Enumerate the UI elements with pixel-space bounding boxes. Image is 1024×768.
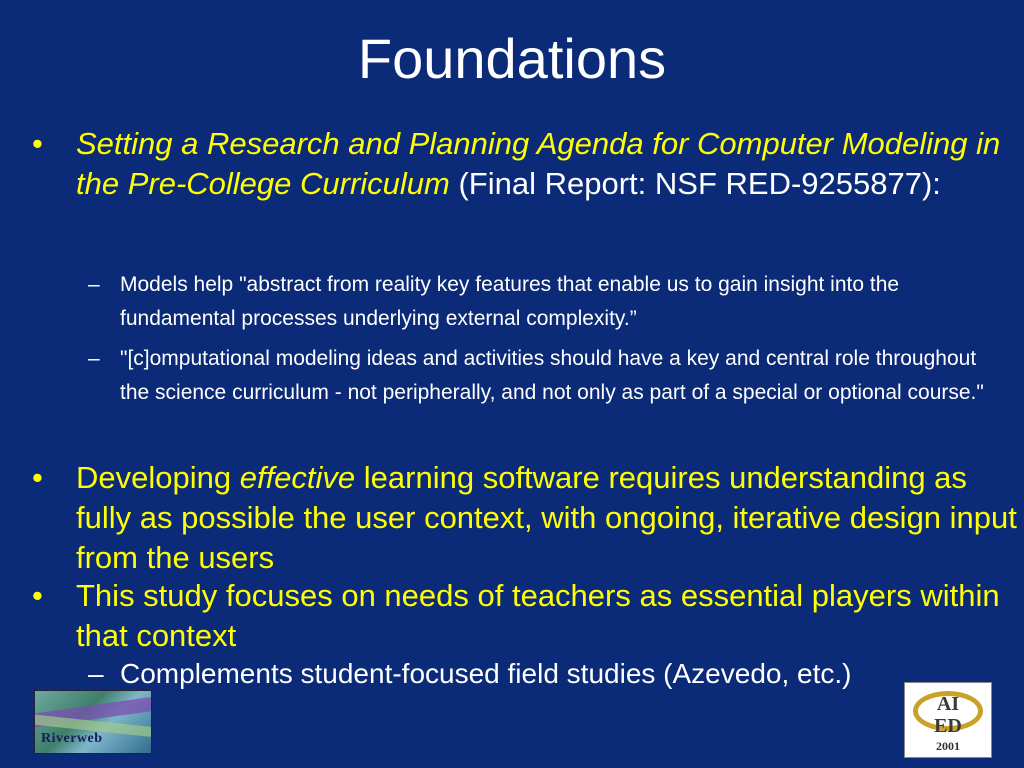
sub-bullet-3-1-text: Complements student-focused field studies (Azevedo, etc.) [120, 658, 852, 689]
sub-bullet-1-1-text: Models help "abstract from reality key features that enable us to gain insight into the fundamental processes underlying external complexity.” [120, 273, 900, 330]
sub-bullet-1-1 [88, 268, 1018, 338]
bullet-2-text-before: Developing [76, 460, 240, 495]
sub-bullet-1-2-text: "[c]omputational modeling ideas and activities should have a key and central role throughout the science curriculum - not peripherally, and not only as part of a special or optional course." [120, 347, 984, 404]
bullet-2 [32, 458, 1020, 578]
bullet-1 [32, 124, 1020, 254]
riverweb-logo [34, 690, 152, 754]
aied-2001-logo [904, 682, 992, 758]
bullet-2-text-after: learning software requires understanding as fully as possible the user context, with ongoing, iterative design input from the users [76, 460, 1017, 575]
bullet-1-text [76, 124, 1021, 204]
bullet-2-emphasis: effective [239, 460, 356, 495]
riverweb-logo-label: Riverweb [41, 731, 103, 746]
slide-title: Foundations [357, 27, 667, 90]
aied-logo-line-1: AI [936, 693, 960, 715]
aied-logo-line-2: ED [934, 715, 962, 737]
aied-logo-year: 2001 [936, 739, 960, 753]
report-id: (Final Report: NSF RED-9255877): [449, 166, 941, 201]
bullet-3 [32, 576, 1020, 656]
report-title: Setting a Research and Planning Agenda for Computer Modeling in the Pre-College Curriculum [76, 126, 1001, 201]
bullet-marker: • [32, 578, 43, 613]
sub-bullet-1-2 [88, 342, 1018, 450]
bullet-marker: • [32, 460, 43, 495]
bullet-2-text [76, 458, 1021, 578]
dash-marker: – [88, 273, 100, 296]
bullet-3-text: This study focuses on needs of teachers as essential players within that context [76, 578, 1000, 653]
bullet-marker: • [32, 126, 43, 161]
dash-marker: – [88, 347, 100, 370]
dash-marker: – [88, 658, 104, 689]
sub-bullet-3-1 [88, 656, 1018, 696]
